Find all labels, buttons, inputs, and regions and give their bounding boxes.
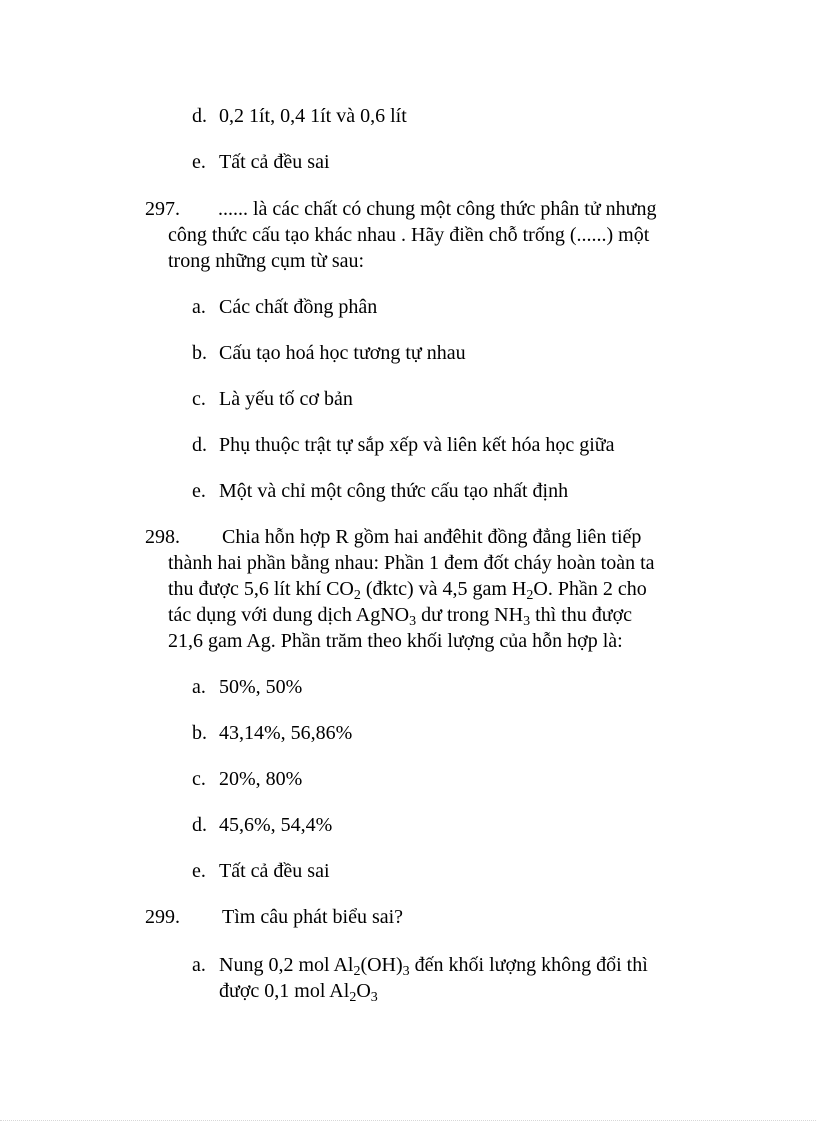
option-text: 45,6%, 54,4% [219, 814, 333, 836]
option-text: Cấu tạo hoá học tương tự nhau [219, 342, 466, 364]
question-298-line-5: 21,6 gam Ag. Phần trăm theo khối lượng của hỗn hợp là: [168, 630, 623, 652]
text-fragment: thì thu được [530, 604, 633, 626]
question-299-number: 299. [145, 906, 180, 928]
option-letter: d. [192, 105, 207, 127]
option-e-prev [192, 149, 330, 175]
option-text: 20%, 80% [219, 768, 303, 790]
option-letter: e. [192, 860, 206, 882]
question-297-option-c [192, 386, 353, 412]
question-297-number: 297. [145, 198, 180, 220]
option-text: Là yếu tố cơ bản [219, 388, 353, 410]
option-text: Phụ thuộc trật tự sắp xếp và liên kết hóa học giữa [219, 434, 615, 456]
question-298-option-a [192, 674, 302, 700]
option-letter: d. [192, 434, 207, 456]
question-299-option-a-line-2 [219, 978, 378, 1004]
subscript: 3 [402, 964, 410, 979]
option-letter: c. [192, 388, 206, 410]
option-text: Các chất đồng phân [219, 296, 378, 318]
text-fragment: (đktc) và 4,5 gam H [360, 578, 527, 600]
option-text: 0,2 1ít, 0,4 1ít và 0,6 lít [219, 105, 407, 127]
option-letter: e. [192, 480, 206, 502]
text-fragment: dư trong NH [416, 604, 524, 626]
question-298-line-1: Chia hỗn hợp R gồm hai anđêhit đồng đẳng liên tiếp [222, 526, 642, 548]
subscript: 2 [526, 588, 534, 603]
question-298-option-d [192, 812, 332, 838]
question-297-option-b [192, 340, 466, 366]
subscript: 3 [370, 990, 378, 1005]
question-298-number: 298. [145, 526, 180, 548]
subscript: 2 [353, 964, 361, 979]
question-297-line-3: trong những cụm từ sau: [168, 250, 365, 272]
question-298-line-3 [168, 576, 647, 602]
question-299-text: Tìm câu phát biểu sai? [222, 906, 404, 928]
option-letter: a. [192, 676, 206, 698]
subscript: 3 [409, 614, 417, 629]
option-text: Tất cả đều sai [219, 860, 330, 882]
option-letter: a. [192, 296, 206, 318]
question-297-line-1: ...... là các chất có chung một công thức phân tử nhưng [218, 198, 657, 220]
option-letter: e. [192, 151, 206, 173]
question-297-line-2: công thức cấu tạo khác nhau . Hãy điền chỗ trống (......) một [168, 224, 650, 246]
subscript: 2 [353, 588, 361, 603]
text-fragment: Nung 0,2 mol Al [219, 954, 354, 976]
text-fragment: thu được 5,6 lít khí CO [168, 578, 354, 600]
option-text: Một và chỉ một công thức cấu tạo nhất định [219, 480, 569, 502]
question-297-option-e [192, 478, 568, 504]
option-text: Tất cả đều sai [219, 151, 330, 173]
subscript: 3 [523, 614, 531, 629]
text-fragment: (OH) [360, 954, 403, 976]
question-297-option-d [192, 432, 614, 458]
text-fragment: được 0,1 mol Al [219, 980, 350, 1002]
option-d-prev [192, 103, 407, 129]
text-fragment: O. Phần 2 cho [533, 578, 647, 600]
option-letter: c. [192, 768, 206, 790]
text-fragment: tác dụng với dung dịch AgNO [168, 604, 410, 626]
option-text: 50%, 50% [219, 676, 303, 698]
question-298-line-2: thành hai phần bằng nhau: Phần 1 đem đốt cháy hoàn toàn ta [168, 552, 655, 574]
option-text: 43,14%, 56,86% [219, 722, 353, 744]
page-bottom-divider [0, 1120, 816, 1121]
question-298-option-b [192, 720, 352, 746]
question-299-option-a [192, 952, 648, 978]
question-298-line-4 [168, 602, 632, 628]
question-297-option-a [192, 294, 377, 320]
option-letter: b. [192, 342, 207, 364]
text-fragment: đến khối lượng không đổi thì [409, 954, 648, 976]
question-298-option-c [192, 766, 302, 792]
subscript: 2 [349, 990, 357, 1005]
option-letter: d. [192, 814, 207, 836]
option-letter: a. [192, 954, 206, 976]
option-letter: b. [192, 722, 207, 744]
question-298-option-e [192, 858, 330, 884]
text-fragment: O [356, 980, 371, 1002]
